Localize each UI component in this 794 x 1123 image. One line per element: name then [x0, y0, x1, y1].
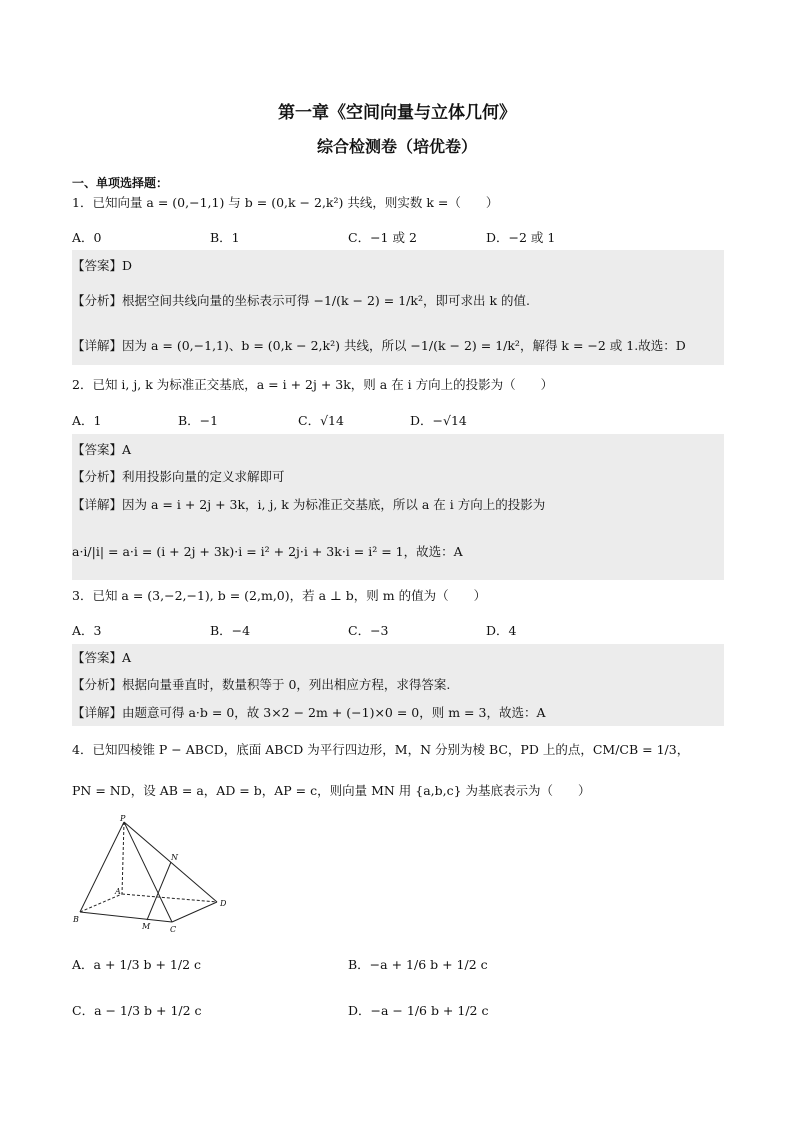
label-m: M [142, 922, 151, 931]
question-4-stem-continued: PN = ND，设 AB = a，AD = b，AP = c，则向量 MN 用 {a,b,c} 为基底表示为（ ） [72, 783, 591, 798]
q1-option-b: B．1 [210, 230, 240, 245]
label-a: A [115, 887, 121, 896]
q3-option-b: B．−4 [210, 623, 251, 638]
edge-pc [124, 822, 172, 922]
q4-option-b: B．−a + 1/6 b + 1/2 c [348, 957, 488, 972]
q3-answer: 【答案】A [72, 650, 132, 665]
q2-analysis: 【分析】利用投影向量的定义求解即可 [72, 469, 285, 484]
q1-answer: 【答案】D [72, 258, 133, 273]
q3-option-a: A．3 [72, 623, 102, 638]
q2-detail: 【详解】因为 a = i + 2j + 3k，i, j, k 为标准正交基底，所以 a 在 i 方向上的投影为 [72, 497, 546, 512]
q1-detail: 【详解】因为 a = (0,−1,1)、b = (0,k − 2,k²) 共线，所以 −1/(k − 2) = 1/k²，解得 k = −2 或 1.故选：D [72, 338, 686, 353]
q2-detail-formula: a·i/|i| = a·i = (i + 2j + 3k)·i = i² + 2j·i + 3k·i = i² = 1，故选：A [72, 544, 463, 559]
q4-option-c: C．a − 1/3 b + 1/2 c [72, 1003, 202, 1018]
label-p: P [120, 814, 126, 823]
q1-option-a: A．0 [72, 230, 102, 245]
question-4-stem: 4．已知四棱锥 P − ABCD，底面 ABCD 为平行四边形，M，N 分别为棱 BC，PD 上的点，CM/CB = 1/3， [72, 742, 690, 757]
label-c: C [170, 925, 177, 934]
q1-option-c: C．−1 或 2 [348, 230, 417, 245]
q4-option-a: A．a + 1/3 b + 1/2 c [72, 957, 202, 972]
pyramid-figure [72, 812, 242, 937]
q2-option-c: C．√14 [298, 413, 344, 428]
q2-option-a: A．1 [72, 413, 102, 428]
q3-detail: 【详解】由题意可得 a·b = 0，故 3×2 − 2m + (−1)×0 = 0，则 m = 3，故选：A [72, 705, 546, 720]
edge-ba [80, 894, 122, 912]
question-1-stem: 1．已知向量 a = (0,−1,1) 与 b = (0,k − 2,k²) 共线，则实数 k =（ ） [72, 195, 499, 210]
q1-option-d: D．−2 或 1 [486, 230, 556, 245]
q2-option-b: B．−1 [178, 413, 219, 428]
edge-pb [80, 822, 124, 912]
page-title: 第一章《空间向量与立体几何》 [278, 103, 516, 123]
label-n: N [171, 853, 178, 862]
edge-pa [122, 822, 124, 894]
question-2-stem: 2．已知 i, j, k 为标准正交基底，a = i + 2j + 3k，则 a 在 i 方向上的投影为（ ） [72, 377, 554, 392]
q4-option-d: D．−a − 1/6 b + 1/2 c [348, 1003, 489, 1018]
question-3-stem: 3．已知 a = (3,−2,−1), b = (2,m,0)，若 a ⊥ b，则 m 的值为（ ） [72, 588, 487, 603]
label-b: B [73, 915, 79, 924]
section-heading: 一、单项选择题： [72, 176, 169, 190]
label-d: D [220, 899, 227, 908]
page-subtitle: 综合检测卷（培优卷） [316, 137, 477, 156]
edge-bc [80, 912, 172, 922]
q1-analysis: 【分析】根据空间共线向量的坐标表示可得 −1/(k − 2) = 1/k²，即可求出 k 的值. [72, 293, 530, 308]
edge-cd [172, 902, 217, 922]
q3-analysis: 【分析】根据向量垂直时，数量积等于 0，列出相应方程，求得答案. [72, 677, 451, 692]
q3-option-d: D．4 [486, 623, 517, 638]
q2-answer: 【答案】A [72, 442, 132, 457]
edge-ad [122, 894, 217, 902]
q3-option-c: C．−3 [348, 623, 389, 638]
q2-option-d: D．−√14 [410, 413, 467, 428]
